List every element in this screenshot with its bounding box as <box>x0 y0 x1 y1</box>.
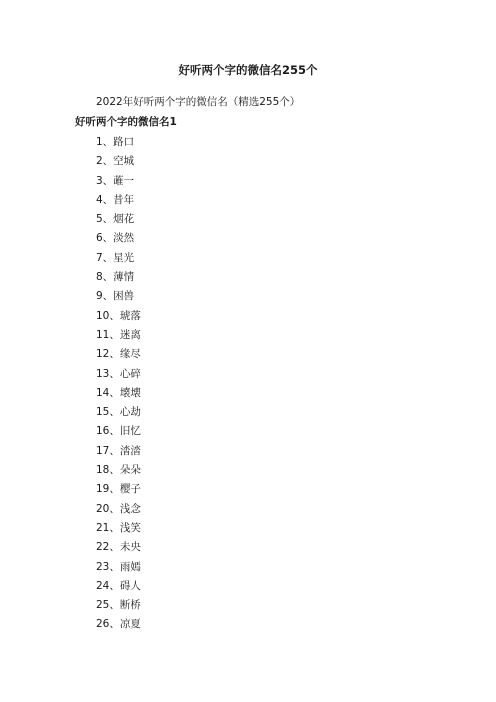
list-item: 14、壊壊 <box>96 386 141 399</box>
list-item: 19、樱子 <box>96 483 141 496</box>
list-item: 9、困兽 <box>96 290 135 303</box>
list-item: 1、路口 <box>96 136 135 148</box>
list-item: 7、星光 <box>96 251 135 264</box>
list-item: 10、琥落 <box>96 309 141 322</box>
list-item: 13、心碎 <box>96 367 141 380</box>
list-item: 11、迷离 <box>96 328 141 341</box>
list-item: 8、薄情 <box>96 271 135 284</box>
list-item: 6、淡然 <box>96 232 135 245</box>
list-item: 24、碍人 <box>96 579 141 592</box>
list-item: 17、涾涾 <box>96 444 141 457</box>
list-item: 20、浅念 <box>96 502 141 515</box>
name-list <box>96 133 141 635</box>
list-item: 15、心劫 <box>96 406 141 419</box>
list-item: 18、朵朵 <box>96 464 141 477</box>
list-item: 3、蓶一 <box>96 174 135 187</box>
list-item: 22、未央 <box>96 541 141 554</box>
section-heading: 好听两个字的微信名1 <box>75 116 177 128</box>
list-item: 26、凉夏 <box>96 618 141 631</box>
document-subtitle: 2022年好听两个字的微信名（精选255个） <box>96 96 301 108</box>
document-title: 好听两个字的微信名255个 <box>178 63 318 77</box>
list-item: 2、空城 <box>96 155 135 168</box>
list-item: 12、缘尽 <box>96 348 141 361</box>
list-item: 23、雨嫣 <box>96 560 141 573</box>
list-item: 4、昔年 <box>96 193 135 206</box>
list-item: 25、断桥 <box>96 599 141 612</box>
list-item: 5、烟花 <box>96 213 135 226</box>
list-item: 16、旧忆 <box>96 425 141 438</box>
list-item: 21、浅笑 <box>96 521 141 534</box>
